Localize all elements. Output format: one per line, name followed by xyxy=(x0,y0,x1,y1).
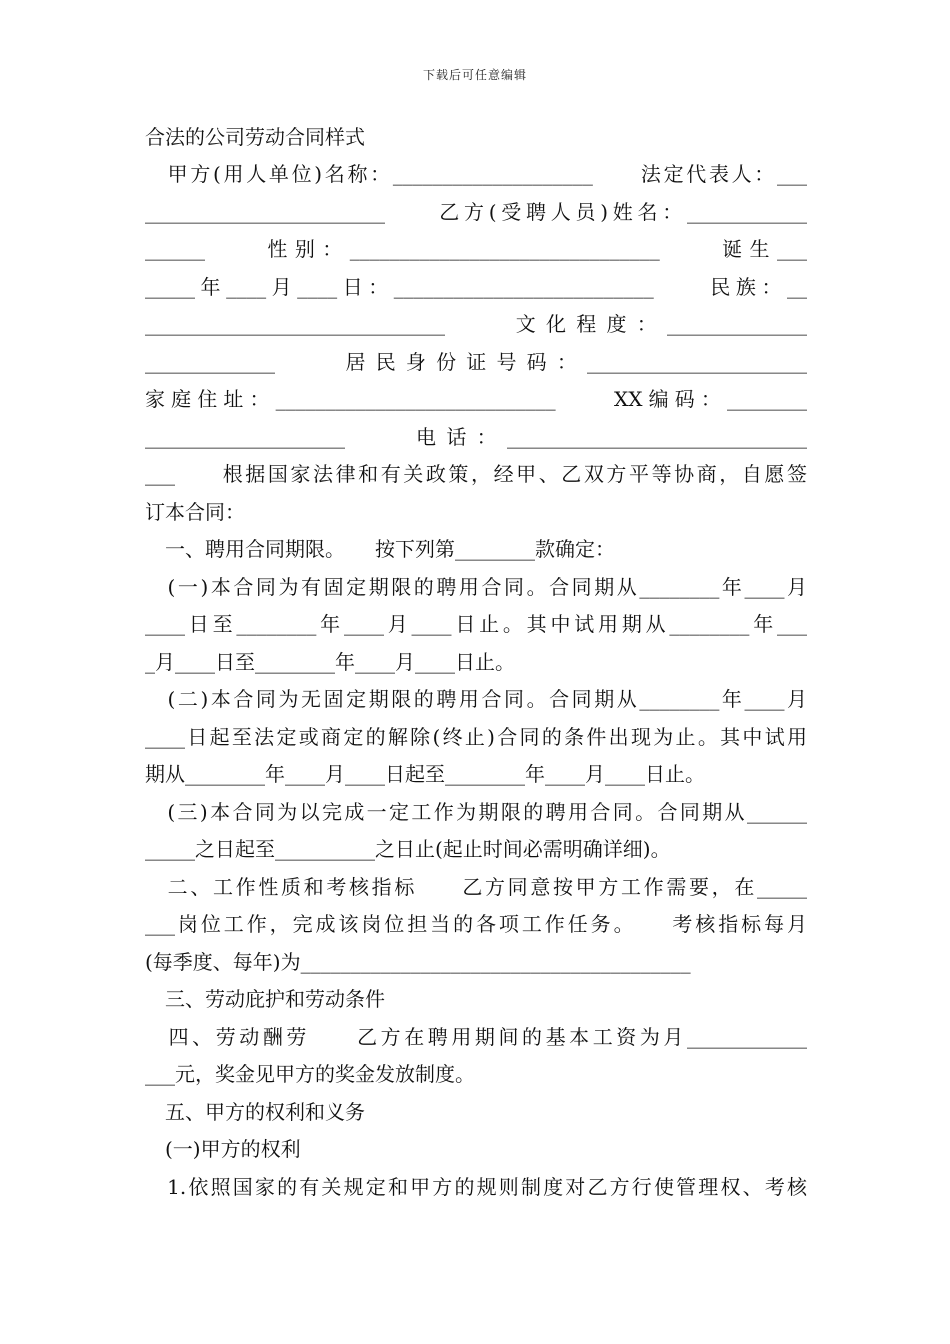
text-line: _____________ 居民身份证号码：______________________ xyxy=(145,349,807,374)
section-heading: 二、工作性质和考核指标 乙方同意按甲方工作需要，在_____ xyxy=(145,874,807,899)
text-line: ___元，奖金见甲方的奖金发放制度。 xyxy=(145,1062,475,1086)
section-heading: 四、劳动酬劳 乙方在聘用期间的基本工资为月____________ xyxy=(145,1024,807,1049)
text-line: ______ 性别：_______________________________ 诞生___ xyxy=(145,237,807,261)
text-line: 订本合同： xyxy=(145,499,245,524)
subsection-heading: (一)甲方的权利 xyxy=(145,1137,301,1161)
text-line: _月____日至________年____月____日止。 xyxy=(145,649,515,674)
text-line: ____日起至法定或商定的解除(终止)合同的条件出现为止。其中试用 xyxy=(145,724,807,749)
text-line: ____日至________年____月____日止。其中试用期从________年___ xyxy=(145,612,807,636)
text-line: ______________________________ 文化程度：______________ xyxy=(145,312,807,336)
contract-document xyxy=(145,118,807,1206)
text-line: 家庭住址：____________________________ XX编码：________ xyxy=(145,387,807,411)
text-line: _____年____月____日：__________________________ 民族：__ xyxy=(145,274,807,299)
text-line: 甲方(用人单位)名称：____________________ 法定代表人：___ xyxy=(145,162,807,186)
text-line: ___岗位工作，完成该岗位担当的各项工作任务。 考核指标每月 xyxy=(145,912,807,936)
text-line: _____之日起至__________之日止(起止时间必需明确详细)。 xyxy=(145,837,671,861)
text-line: (一)本合同为有固定期限的聘用合同。合同期从________年____月 xyxy=(145,574,807,599)
text-line: ___ 根据国家法律和有关政策，经甲、乙双方平等协商，自愿签 xyxy=(145,462,807,486)
section-heading: 一、聘用合同期限。 按下列第________款确定： xyxy=(145,537,615,561)
text-line: ____________________ 电话：______________________________ xyxy=(145,424,807,449)
text-line: (每季度、每年)为_______________________________________ xyxy=(145,949,691,974)
section-heading: 五、甲方的权利和义务 xyxy=(145,1099,365,1124)
text-line: ________________________ 乙方(受聘人员)姓名：____________ xyxy=(145,199,807,224)
text-line: 1.依照国家的有关规定和甲方的规则制度对乙方行使管理权、考核 xyxy=(145,1174,807,1199)
header-note: 下载后可任意编辑 xyxy=(422,68,527,82)
section-heading: 三、劳动庇护和劳动条件 xyxy=(145,987,385,1011)
text-line: (三)本合同为以完成一定工作为期限的聘用合同。合同期从______ xyxy=(145,799,807,824)
text-line: 期从________年____月____日起至________年____月____日止。 xyxy=(145,762,705,786)
document-title: 合法的公司劳动合同样式 xyxy=(145,125,365,149)
text-line: (二)本合同为无固定期限的聘用合同。合同期从________年____月 xyxy=(145,687,807,711)
